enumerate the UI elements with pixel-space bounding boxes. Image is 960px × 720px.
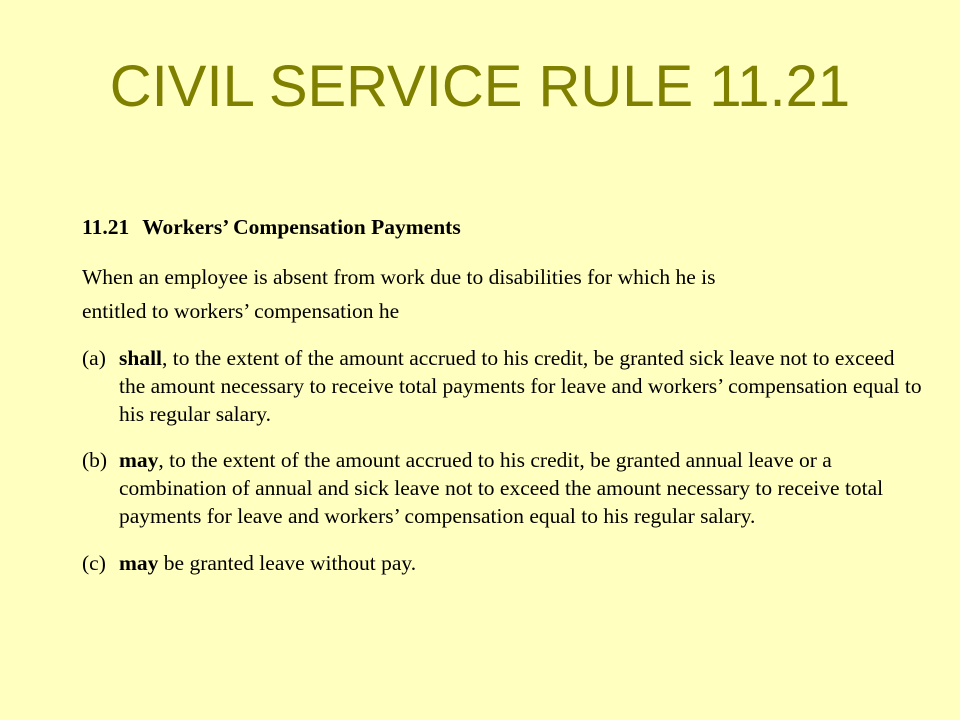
section-heading-text: Workers’ Compensation Payments <box>142 215 461 239</box>
list-keyword-c: may <box>119 551 159 575</box>
list-text-c: be granted leave without pay. <box>158 551 417 575</box>
section-number: 11.21 <box>82 215 130 239</box>
list-text-a: , to the extent of the amount accrued to his credit, be granted sick leave not to exceed the amount necessary to receive total payments for leave and workers’ compensation equal to his regular salary. <box>119 346 922 426</box>
list-marker-b: (b) <box>82 448 108 472</box>
list-text-b: , to the extent of the amount accrued to his credit, be granted annual leave or a combination of annual and sick leave not to exceed the amount necessary to receive total payments for leave and workers’ compensation equal to his regular salary. <box>119 448 884 528</box>
list-marker-a: (a) <box>82 346 106 370</box>
section-heading <box>82 210 922 244</box>
list-keyword-b: may <box>119 448 159 472</box>
intro-paragraph <box>82 260 922 328</box>
list-keyword-a: shall <box>119 346 163 370</box>
slide-title: CIVIL SERVICE RULE 11.21 <box>109 54 851 119</box>
list-item-b <box>82 446 922 530</box>
list-item-c <box>82 549 922 577</box>
list-marker-c: (c) <box>82 551 106 575</box>
slide-body <box>82 210 922 577</box>
intro-line-2: entitled to workers’ compensation he <box>82 299 400 323</box>
intro-line-1: When an employee is absent from work due to disabilities for which he is <box>82 265 716 289</box>
list-item-a <box>82 344 922 428</box>
